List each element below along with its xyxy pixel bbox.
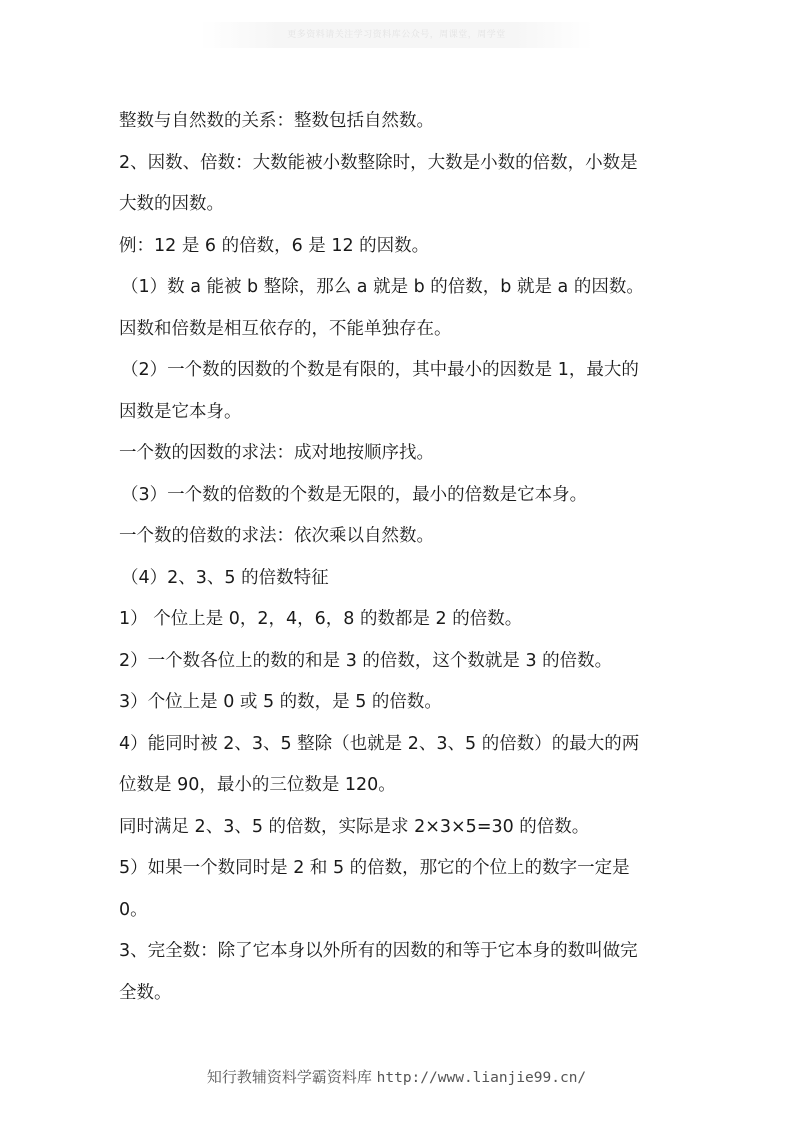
text-line: 3）个位上是 0 或 5 的数，是 5 的倍数。 (119, 692, 442, 712)
text-line: （1）数 a 能被 b 整除，那么 a 就是 b 的倍数，b 就是 a 的因数。 (121, 277, 644, 297)
text-line: 5）如果一个数同时是 2 和 5 的倍数，那它的个位上的数字一定是 (119, 858, 630, 878)
text-line: 1） 个位上是 0，2，4，6，8 的数都是 2 的倍数。 (119, 609, 523, 629)
text-line: 整数与自然数的关系：整数包括自然数。 (119, 111, 434, 131)
text-line: （4）2、3、5 的倍数特征 (121, 567, 329, 588)
text-line: 4）能同时被 2、3、5 整除（也就是 2、3、5 的倍数）的最大的两 (119, 733, 640, 754)
text-line: 因数和倍数是相互依存的，不能单独存在。 (119, 318, 452, 339)
text-line: （3）一个数的倍数的个数是无限的，最小的倍数是它本身。 (121, 484, 588, 505)
text-line: 例：12 是 6 的倍数，6 是 12 的因数。 (119, 235, 430, 256)
text-line: 3、完全数：除了它本身以外所有的因数的和等于它本身的数叫做完 (119, 941, 638, 961)
text-line: 同时满足 2、3、5 的倍数，实际是求 2×3×5=30 的倍数。 (119, 816, 590, 837)
text-line: （2）一个数的因数的个数是有限的，其中最小的因数是 1，最大的 (121, 360, 639, 380)
header-watermark (200, 22, 593, 48)
text-line: 位数是 90，最小的三位数是 120。 (119, 775, 396, 795)
text-line: 一个数的倍数的求法：依次乘以自然数。 (119, 526, 434, 546)
footer-link[interactable]: http://www.lianjie99.cn/ (376, 1070, 587, 1086)
text-line: 因数是它本身。 (119, 401, 242, 422)
text-line: 0。 (119, 899, 148, 920)
footer-label: 知行教辅资料学霸资料库 (206, 1068, 372, 1086)
page-footer (0, 1066, 793, 1087)
text-line: 2）一个数各位上的数的和是 3 的倍数，这个数就是 3 的倍数。 (119, 650, 613, 671)
text-line: 2、因数、倍数：大数能被小数整除时，大数是小数的倍数，小数是 (119, 152, 638, 173)
watermark-text: 更多资料请关注学习资料库公众号，周课堂，周学堂 (287, 30, 506, 40)
document-body (119, 101, 689, 1014)
text-line: 一个数的因数的求法：成对地按顺序找。 (119, 443, 434, 463)
text-line: 全数。 (119, 982, 172, 1003)
text-line: 大数的因数。 (119, 194, 224, 214)
